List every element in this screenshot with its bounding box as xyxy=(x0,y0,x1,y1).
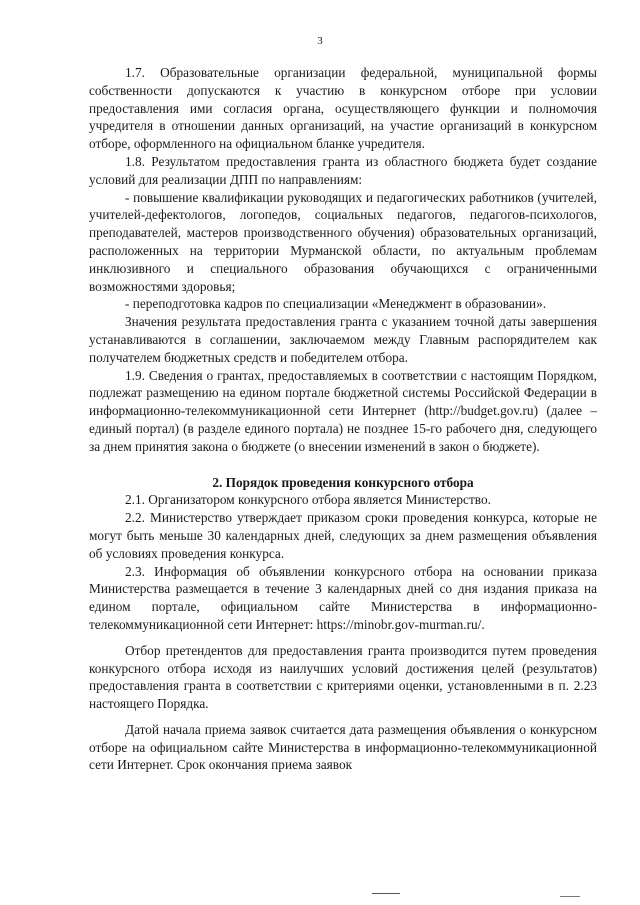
document-body xyxy=(89,64,597,774)
paragraph-2-3-start-date: Датой начала приема заявок считается дата размещения объявления о конкурсном отборе на официальном сайте Министерства в информационно-телекоммуникационной сети Интернет. Срок окончания приема заявок xyxy=(89,721,597,773)
scan-artifact-mark xyxy=(372,893,400,894)
paragraph-2-2: 2.2. Министерство утверждает приказом сроки проведения конкурса, которые не могут быть меньше 30 календарных дней, следующих за днем размещения объявления об условиях проведения конкурса. xyxy=(89,510,597,561)
paragraph-1-8-item-retraining: - переподготовка кадров по специализации «Менеджмент в образовании». xyxy=(125,296,547,312)
page-number: 3 xyxy=(317,35,323,47)
paragraph-1-8-item-qualification: - повышение квалификации руководящих и педагогических работников (учителей, учителей-дефектологов, логопедов, социальных педагогов, педагогов-психологов, преподавателей, мастеров производственного обучения) образовательных организаций, расположенных на территории Мурманской области, по актуальным проблемам инклюзивного и специального образования обучающихся с ограниченными возможностями здоровья; xyxy=(89,189,597,294)
paragraph-1-7: 1.7. Образовательные организации федеральной, муниципальной формы собственности допускаются к участию в конкурсном отборе при условии предоставления ими согласия органа, осуществляющего функции и полномочия учредителя в отношении данных организаций, на участие организаций в конкурсном отборе, оформленного на официальном бланке учредителя. xyxy=(89,65,597,152)
paragraph-2-3-selection: Отбор претендентов для предоставления гранта производится путем проведения конкурсного отбора исходя из наилучших условий достижения целей (результатов) предоставления гранта в соответствии с критериями оценки, установленными в п. 2.23 настоящего Порядка. xyxy=(89,642,597,712)
paragraph-2-1: 2.1. Организатором конкурсного отбора является Министерство. xyxy=(125,492,491,508)
scan-artifact-mark xyxy=(560,896,580,897)
paragraph-1-8: 1.8. Результатом предоставления гранта из областного бюджета будет создание условий для реализации ДПП по направлениям: xyxy=(89,153,597,187)
section-heading-2: 2. Порядок проведения конкурсного отбора xyxy=(212,474,474,490)
paragraph-1-8-result-values: Значения результата предоставления гранта с указанием точной даты завершения устанавливаются в соглашении, заключаемом между Главным распорядителем как получателем бюджетных средств и победителем отбора. xyxy=(89,314,597,365)
paragraph-1-9: 1.9. Сведения о грантах, предоставляемых в соответствии с настоящим Порядком, подлежат размещению на едином портале бюджетной системы Российской Федерации в информационно-телекоммуникационной сети Интернет (http://budget.gov.ru) (далее – единый портал) (в разделе единого портала) не позднее 15-го рабочего дня, следующего за днем принятия закона о бюджете (о внесении изменений в закон о бюджете). xyxy=(89,367,597,454)
paragraph-2-3: 2.3. Информация об объявлении конкурсного отбора на основании приказа Министерства размещается в течение 3 календарных дней со дня издания приказа на едином портале, официальном сайте Министерства в информационно-телекоммуникационной сети Интернет: https://minobr.gov-murman.ru/. xyxy=(89,563,597,632)
